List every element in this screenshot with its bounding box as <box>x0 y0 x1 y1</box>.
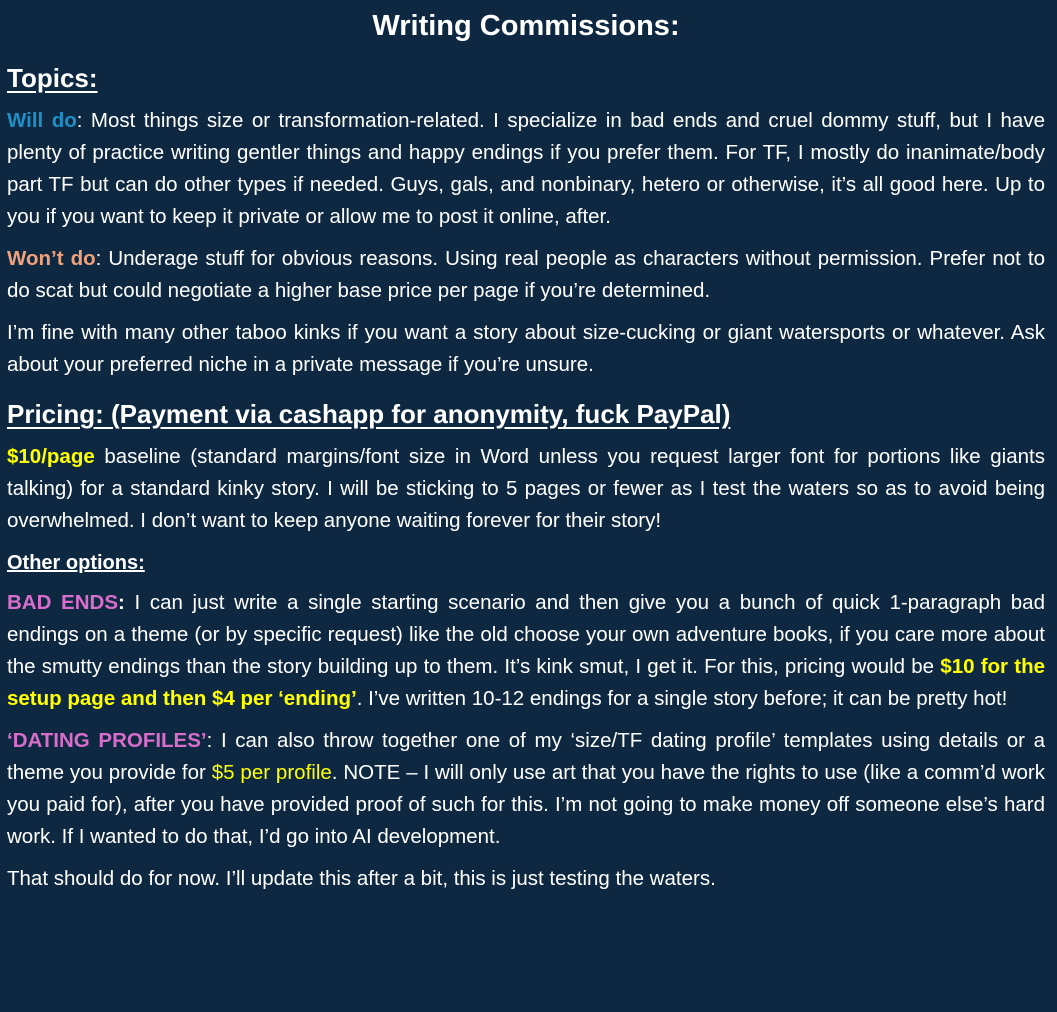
bad-ends-label: BAD ENDS <box>7 591 119 614</box>
taboo-note-paragraph: I’m fine with many other taboo kinks if you want a story about size-cucking or giant watersports or whatever. Ask about your preferred niche in a private message if you’re unsure. <box>7 321 1045 376</box>
closing-paragraph: That should do for now. I’ll update this after a bit, this is just testing the waters. <box>7 867 716 890</box>
bad-ends-price: $10 for the setup page and then $4 per ‘ending’ <box>7 655 1045 710</box>
dating-profiles-text-before: : I can also throw together one of my ‘size/TF dating profile’ templates using details or a theme you provide for <box>7 729 1045 784</box>
bad-ends-paragraph <box>7 587 1045 715</box>
dating-profiles-text-after: . NOTE – I will only use art that you have the rights to use (like a comm’d work you paid for), after you have provided proof of such for this. I’m not going to make money off someone else’s hard work. If I wanted to do that, I’d go into AI development. <box>7 761 1045 848</box>
bad-ends-text-after: . I’ve written 10-12 endings for a single story before; it can be pretty hot! <box>356 687 1008 710</box>
will-do-label: Will do <box>7 109 77 132</box>
dating-profiles-price: $5 per profile <box>211 761 332 784</box>
other-options-heading: Other options: <box>7 552 145 574</box>
wont-do-label: Won’t do <box>7 247 96 270</box>
will-do-paragraph <box>7 105 1045 233</box>
baseline-price: $10/page <box>7 445 95 468</box>
dating-profiles-label: ‘DATING PROFILES’ <box>7 729 207 752</box>
wont-do-text: : Underage stuff for obvious reasons. Using real people as characters without permission. Prefer not to do scat but could negotiate a higher base price per page if you’re determined. <box>7 247 1045 302</box>
page-title: Writing Commissions: <box>372 10 680 42</box>
bad-ends-text-before: I can just write a single starting scenario and then give you a bunch of quick 1-paragraph bad endings on a theme (or by specific request) like the old choose your own adventure books, if you care more about the smutty endings than the story building up to them. It’s kink smut, I get it. For this, pricing would be <box>7 591 1045 678</box>
pricing-heading: Pricing: (Payment via cashapp for anonymity, fuck PayPal) <box>7 399 731 429</box>
baseline-paragraph <box>7 441 1045 537</box>
wont-do-paragraph <box>7 243 1045 307</box>
will-do-text: : Most things size or transformation-related. I specialize in bad ends and cruel dommy stuff, but I have plenty of practice writing gentler things and happy endings if you prefer them. For TF, I mostly do inanimate/body part TF but can do other types if needed. Guys, gals, and nonbinary, hetero or otherwise, it’s all good here. Up to you if you want to keep it private or allow me to post it online, after. <box>7 109 1045 228</box>
dating-profiles-paragraph <box>7 725 1045 853</box>
topics-heading: Topics: <box>7 63 98 93</box>
bad-ends-colon: : <box>118 591 125 614</box>
baseline-text: baseline (standard margins/font size in Word unless you request larger font for portions like giants talking) for a standard kinky story. I will be sticking to 5 pages or fewer as I test the waters so as to avoid being overwhelmed. I don’t want to keep anyone waiting forever for their story! <box>7 445 1045 532</box>
